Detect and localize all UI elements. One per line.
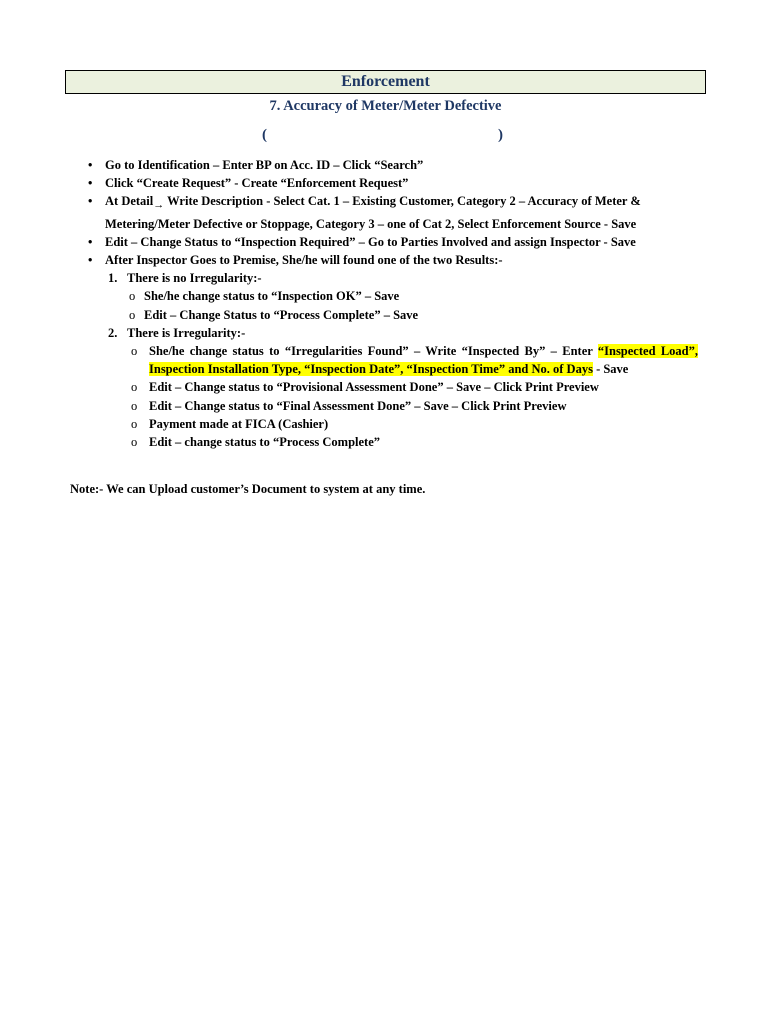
bullet-marker: •	[88, 234, 93, 249]
bullet-text: After Inspector Goes to Premise, She/he will found one of the two Results:-	[105, 253, 503, 268]
sub-item-text: Edit – change status to “Process Complete”	[149, 435, 380, 450]
sub-item-text: She/he change status to “Irregularities Found” – Write “Inspected By” – Enter	[149, 344, 598, 359]
result-heading-text: There is no Irregularity:-	[127, 271, 262, 286]
sub-item-text: She/he change status to “Inspection OK” – Save	[144, 289, 400, 304]
section-subtitle: 7. Accuracy of Meter/Meter Defective	[269, 98, 502, 114]
result-heading	[0, 269, 768, 287]
sub-item-text: Edit – Change status to “Final Assessment Done” – Save – Click Print Preview	[149, 398, 567, 413]
bullet-text-prefix: At Detail	[105, 194, 154, 209]
result-number: 2.	[108, 325, 118, 340]
bullet-item	[0, 251, 698, 269]
sub-marker: o	[129, 307, 136, 322]
sub-marker: o	[131, 398, 138, 413]
result-heading-text: There is Irregularity:-	[127, 325, 246, 340]
section-title: Enforcement	[341, 73, 430, 90]
procedure-steps	[0, 156, 768, 451]
sub-item	[0, 415, 698, 433]
sub-item-text: Payment made at FICA (Cashier)	[149, 416, 329, 431]
sub-marker: o	[131, 344, 138, 359]
result-number: 1.	[108, 271, 118, 286]
sub-item	[0, 342, 698, 378]
bullet-item	[0, 174, 698, 192]
highlighted-text: “Inspected Load”, Inspection Installation Type, “Inspection Date”, “Inspection Time” and No. of Days	[149, 344, 698, 377]
bullet-item	[0, 192, 698, 232]
sub-item	[0, 397, 698, 415]
sub-marker: o	[131, 380, 138, 395]
bullet-marker: •	[88, 158, 93, 172]
sub-item	[0, 433, 698, 451]
bullet-text-rest: Write Description - Select Cat. 1 – Existing Customer, Category 2 – Accuracy of Meter & Metering/Meter Defective or Stoppage, Category 3 – one of Cat 2, Select Enforcement Source - Save	[105, 194, 641, 231]
sub-item-text: Edit – Change Status to “Process Complete” – Save	[144, 307, 419, 322]
bullet-text: Edit – Change Status to “Inspection Required” – Go to Parties Involved and assign Inspector - Save	[105, 234, 636, 249]
sub-item	[0, 287, 768, 305]
bullet-text: Go to Identification – Enter BP on Acc. ID – Click “Search”	[105, 158, 424, 172]
result-heading	[0, 324, 768, 342]
sub-item	[0, 306, 768, 324]
close-parenthesis: )	[498, 127, 503, 143]
sub-marker: o	[129, 289, 136, 304]
bullet-text: Click “Create Request” - Create “Enforcement Request”	[105, 176, 409, 191]
section-title-box	[65, 70, 706, 94]
bullet-item	[0, 233, 698, 251]
sub-item-text: Edit – Change status to “Provisional Assessment Done” – Save – Click Print Preview	[149, 380, 599, 395]
bullet-marker: •	[88, 253, 93, 268]
sub-item	[0, 378, 698, 396]
arrow-icon: →	[153, 199, 165, 212]
bullet-marker: •	[88, 176, 93, 191]
bullet-item	[0, 156, 698, 174]
sub-marker: o	[131, 416, 138, 431]
sub-item-text-tail: - Save	[592, 362, 629, 377]
bullet-marker: •	[88, 194, 93, 209]
note-text: Note:- We can Upload customer’s Document to system at any time.	[70, 482, 426, 496]
sub-marker: o	[131, 435, 138, 450]
open-parenthesis: (	[262, 127, 267, 143]
